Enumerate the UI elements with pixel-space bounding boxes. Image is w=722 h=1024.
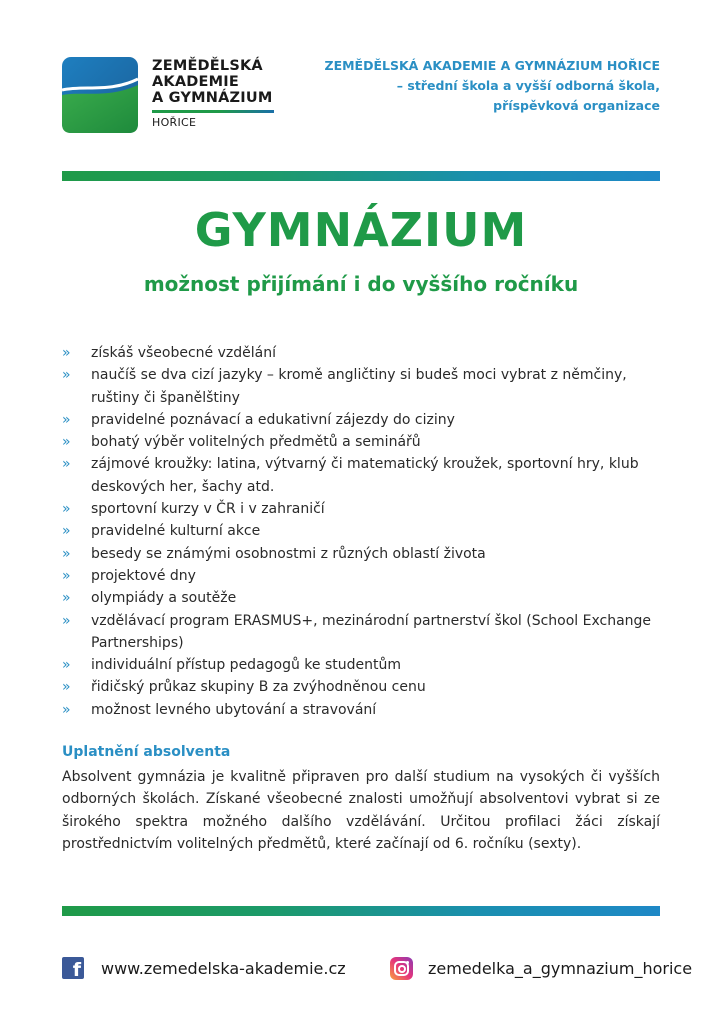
list-item-text: individuální přístup pedagogů ke studentům bbox=[91, 657, 402, 674]
bullet-icon: » bbox=[62, 567, 71, 584]
bullet-icon: » bbox=[62, 367, 71, 384]
list-item-text: zájmové kroužky: latina, výtvarný či matematický kroužek, sportovní hry, klub deskových her, šachy atd. bbox=[91, 456, 639, 495]
logo-line-3: A GYMNÁZIUM bbox=[152, 90, 273, 106]
graduate-text: Absolvent gymnázia je kvalitně připraven pro další studium na vysokých či vyšších odborných školách. Získané všeobecné znalosti umožňují absolventovi vybrat si ze širokého spektra možného dalšího vzdělávání. Určitou profilaci žáci získají prostřednictvím volitelných předmětů, které začínají od 6. ročníku (sexty). bbox=[62, 769, 660, 852]
list-item-text: pravidelné poznávací a edukativní zájezdy do ciziny bbox=[91, 411, 455, 428]
logo-line-1: ZEMĚDĚLSKÁ bbox=[152, 58, 263, 74]
bullet-icon: » bbox=[62, 701, 71, 718]
facebook-icon[interactable]: f bbox=[62, 957, 84, 979]
org-line-1: ZEMĚDĚLSKÁ AKADEMIE A GYMNÁZIUM HOŘICE bbox=[324, 58, 660, 73]
list-item-text: olympiády a soutěže bbox=[91, 590, 237, 607]
list-item-text: besedy se známými osobnostmi z různých oblastí života bbox=[91, 545, 486, 562]
list-item-text: projektové dny bbox=[91, 567, 196, 584]
bullet-icon: » bbox=[62, 612, 71, 629]
list-item bbox=[62, 699, 662, 721]
logo-underline bbox=[152, 110, 274, 113]
list-item bbox=[62, 409, 662, 431]
organization-name bbox=[325, 56, 660, 116]
bullet-icon: » bbox=[62, 590, 71, 607]
list-item-text: získáš všeobecné vzdělání bbox=[91, 345, 276, 361]
bullet-icon: » bbox=[62, 545, 71, 562]
bullet-icon: » bbox=[62, 657, 71, 674]
logo-line-2: AKADEMIE bbox=[152, 74, 239, 90]
list-item-text: sportovní kurzy v ČR i v zahraničí bbox=[91, 501, 325, 518]
list-item bbox=[62, 543, 662, 565]
footer-instagram[interactable] bbox=[390, 957, 692, 980]
list-item-text: bohatý výběr volitelných předmětů a seminářů bbox=[91, 434, 421, 451]
list-item bbox=[62, 587, 662, 609]
list-item bbox=[62, 342, 662, 364]
list-item-text: vzdělávací program ERASMUS+, mezinárodní partnerství škol (School Exchange Partnerships) bbox=[91, 612, 652, 651]
bullet-icon: » bbox=[62, 456, 71, 473]
list-item-text: naučíš se dva cizí jazyky – kromě angličtiny si budeš moci vybrat z němčiny, ruštiny či španělštiny bbox=[91, 367, 627, 406]
website-link[interactable]: www.zemedelska-akademie.cz bbox=[101, 958, 346, 978]
school-logo-icon bbox=[62, 57, 138, 133]
list-item bbox=[62, 654, 662, 676]
bullet-icon: » bbox=[62, 501, 71, 518]
graduate-heading: Uplatnění absolventa bbox=[62, 744, 231, 760]
list-item bbox=[62, 364, 662, 409]
org-line-2: – střední škola a vyšší odborná škola, bbox=[396, 78, 660, 93]
benefits-list bbox=[62, 342, 662, 721]
bullet-icon: » bbox=[62, 345, 71, 361]
instagram-icon[interactable] bbox=[390, 957, 413, 980]
list-item bbox=[62, 676, 662, 698]
footer-divider bbox=[62, 906, 660, 916]
bullet-icon: » bbox=[62, 411, 71, 428]
header-divider bbox=[62, 171, 660, 181]
page-title: GYMNÁZIUM bbox=[194, 203, 528, 257]
list-item-text: možnost levného ubytování a stravování bbox=[91, 701, 377, 718]
list-item bbox=[62, 498, 662, 520]
list-item-text: pravidelné kulturní akce bbox=[91, 523, 261, 540]
bullet-icon: » bbox=[62, 523, 71, 540]
list-item bbox=[62, 610, 662, 655]
instagram-handle[interactable]: zemedelka_a_gymnazium_horice bbox=[428, 959, 693, 978]
list-item bbox=[62, 453, 662, 498]
list-item-text: řidičský průkaz skupiny B za zvýhodněnou cenu bbox=[91, 679, 426, 696]
logo-town: HOŘICE bbox=[152, 116, 197, 129]
list-item bbox=[62, 565, 662, 587]
bullet-icon: » bbox=[62, 434, 71, 451]
bullet-icon: » bbox=[62, 679, 71, 696]
org-line-3: příspěvková organizace bbox=[493, 98, 660, 113]
page-subtitle: možnost přijímání i do vyššího ročníku bbox=[143, 272, 579, 296]
list-item bbox=[62, 431, 662, 453]
school-logo-text bbox=[152, 58, 274, 129]
list-item bbox=[62, 520, 662, 542]
footer-website[interactable] bbox=[62, 957, 346, 979]
